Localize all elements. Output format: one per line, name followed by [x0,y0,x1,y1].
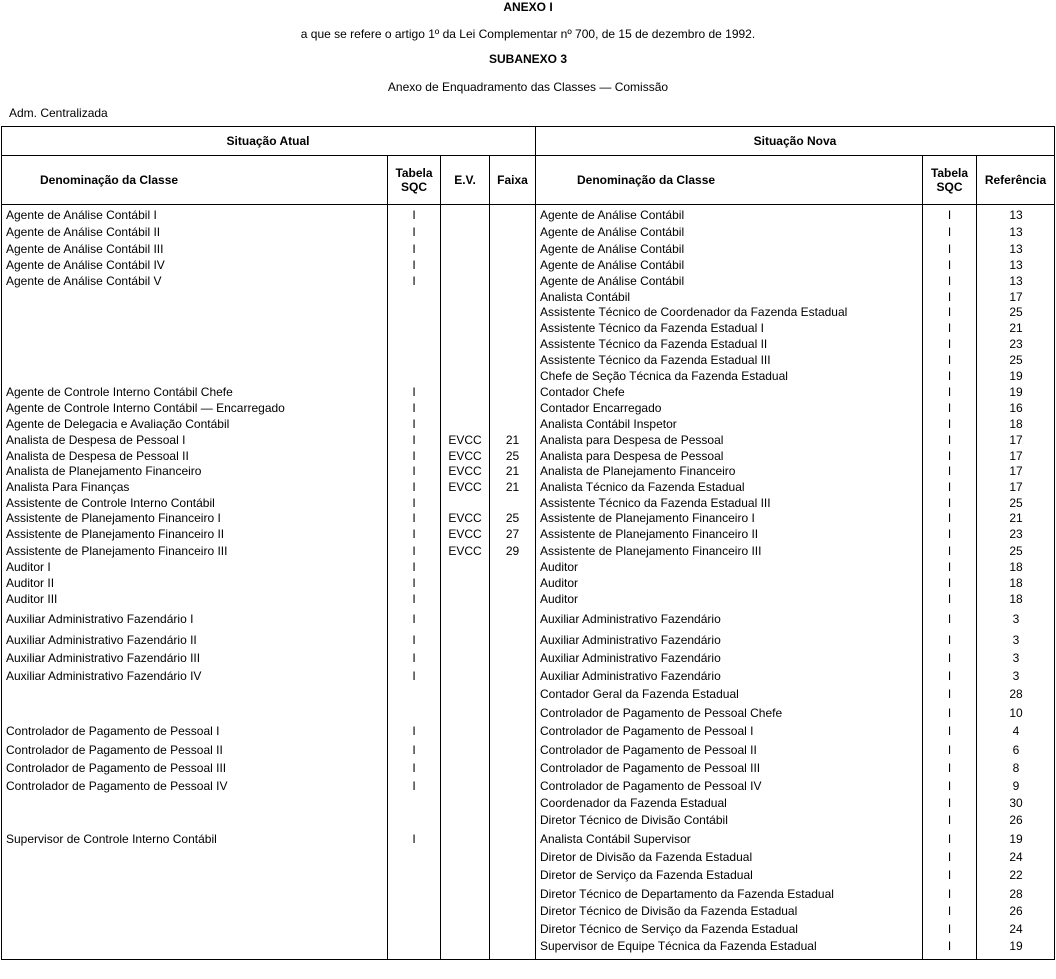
cell-reference: 25 [1009,305,1023,319]
column-header-new-denomination: Denominação da Classe [577,173,716,187]
cell-old-denomination: Controlador de Pagamento de Pessoal II [6,743,223,757]
cell-old-denomination: Assistente de Controle Interno Contábil [6,496,215,510]
cell-old-denomination: Controlador de Pagamento de Pessoal III [6,761,227,775]
cell-new-denomination: Controlador de Pagamento de Pessoal IV [540,779,762,793]
table-row [0,922,1056,937]
cell-reference: 17 [1009,464,1023,478]
cell-new-denomination: Assistente Técnico da Fazenda Estadual III [540,496,771,510]
cell-reference: 23 [1009,527,1023,541]
cell-old-table: I [412,527,416,541]
cell-old-denomination: Agente de Análise Contábil V [6,274,162,288]
cell-new-table: I [947,724,952,738]
cell-old-denomination: Agente de Análise Contábil IV [6,258,165,272]
cell-old-denomination: Controlador de Pagamento de Pessoal IV [6,779,228,793]
cell-old-table: I [412,560,416,574]
cell-new-denomination: Diretor Técnico de Departamento da Fazenda Estadual [540,887,834,901]
cell-reference: 21 [1009,511,1023,525]
cell-old-denomination: Auxiliar Administrativo Fazendário II [6,633,197,647]
cell-new-table: I [947,369,952,383]
table-row [0,385,1056,400]
cell-new-denomination: Auditor [540,592,579,606]
cell-reference: 9 [1012,779,1020,793]
cell-new-table: I [947,612,952,626]
cell-old-denomination: Auditor I [6,560,51,574]
cell-new-denomination: Analista Contábil Supervisor [540,832,691,846]
cell-new-denomination: Contador Chefe [540,385,625,399]
cell-old-table: I [412,511,416,525]
cell-reference: 25 [1009,496,1023,510]
cell-new-denomination: Assistente Técnico de Coordenador da Fazenda Estadual [540,305,848,319]
cell-old-table: I [412,225,416,239]
cell-band: 21 [505,433,520,447]
table-row [0,225,1056,240]
cell-old-denomination: Analista de Planejamento Financeiro [6,464,202,478]
cell-old-denomination: Auxiliar Administrativo Fazendário III [6,651,201,665]
cell-band: 25 [505,511,520,525]
cell-band: 21 [505,480,520,494]
cell-new-denomination: Assistente de Planejamento Financeiro I [540,511,755,525]
table-row [0,813,1056,828]
column-header-reference: Referência [984,173,1047,187]
cell-old-table: I [412,832,416,846]
cell-new-denomination: Supervisor de Equipe Técnica da Fazenda Estadual [540,939,817,953]
table-row [0,669,1056,684]
cell-old-table: I [412,401,416,415]
cell-reference: 3 [1012,669,1020,683]
cell-reference: 4 [1012,724,1020,738]
column-header-new-table [923,166,976,194]
cell-new-denomination: Chefe de Seção Técnica da Fazenda Estadual [540,369,788,383]
cell-new-denomination: Assistente Técnico da Fazenda Estadual I [540,321,764,335]
cell-ev: EVCC [448,511,482,525]
cell-old-denomination: Agente de Análise Contábil II [6,225,161,239]
group-header-current: Situação Atual [226,134,310,148]
cell-ev: EVCC [448,527,482,541]
group-header-new: Situação Nova [753,134,837,148]
cell-new-table: I [947,544,952,558]
cell-new-denomination: Analista para Despesa de Pessoal [540,433,724,447]
cell-old-denomination: Agente de Controle Interno Contábil Chefe [6,385,233,399]
table-row [0,560,1056,575]
cell-old-denomination: Analista de Despesa de Pessoal II [6,449,189,463]
cell-new-denomination: Controlador de Pagamento de Pessoal II [540,743,757,757]
cell-old-denomination: Controlador de Pagamento de Pessoal I [6,724,220,738]
cell-old-denomination: Analista Para Finanças [6,480,130,494]
cell-new-denomination: Analista Contábil Inspetor [540,417,677,431]
cell-old-denomination: Auditor III [6,592,58,606]
cell-reference: 25 [1009,544,1023,558]
cell-ev: EVCC [448,480,482,494]
cell-new-denomination: Assistente Técnico da Fazenda Estadual II [540,337,768,351]
cell-old-denomination: Agente de Análise Contábil III [6,242,164,256]
cell-new-denomination: Contador Geral da Fazenda Estadual [540,687,739,701]
cell-new-table: I [947,939,952,953]
table-row [0,321,1056,336]
cell-new-denomination: Agente de Análise Contábil [540,225,685,239]
cell-new-denomination: Agente de Análise Contábil [540,242,685,256]
column-header-old-table-line2: SQC [400,180,427,194]
cell-reference: 22 [1009,868,1023,882]
column-header-new-table-line2: SQC [936,180,963,194]
cell-reference: 13 [1009,225,1023,239]
cell-new-denomination: Diretor Técnico de Serviço da Fazenda Estadual [540,922,798,936]
cell-new-denomination: Diretor Técnico de Divisão da Fazenda Estadual [540,904,798,918]
cell-reference: 26 [1009,813,1023,827]
cell-old-table: I [412,480,416,494]
column-header-old-table-line1: Tabela [395,166,433,180]
cell-new-denomination: Diretor Técnico de Divisão Contábil [540,813,728,827]
cell-new-table: I [947,305,952,319]
cell-new-table: I [947,761,952,775]
table-row [0,242,1056,257]
cell-new-table: I [947,850,952,864]
cell-reference: 16 [1009,401,1023,415]
cell-old-denomination: Agente de Controle Interno Contábil — Encarregado [6,401,285,415]
table-row [0,592,1056,607]
cell-new-denomination: Auditor [540,576,579,590]
cell-reference: 23 [1009,337,1023,351]
cell-new-table: I [947,480,952,494]
cell-new-table: I [947,687,952,701]
cell-band: 29 [505,544,520,558]
cell-new-table: I [947,433,952,447]
cell-old-table: I [412,743,416,757]
cell-ev: EVCC [448,464,482,478]
cell-old-table: I [412,761,416,775]
cell-new-denomination: Analista para Despesa de Pessoal [540,449,724,463]
table-row [0,868,1056,883]
table-row [0,939,1056,954]
cell-old-denomination: Assistente de Planejamento Financeiro I [6,511,221,525]
table-row [0,850,1056,865]
cell-new-table: I [947,274,952,288]
cell-new-denomination: Agente de Análise Contábil [540,258,685,272]
cell-new-table: I [947,779,952,793]
column-header-band: Faixa [497,173,528,187]
cell-reference: 17 [1009,480,1023,494]
column-header-old-table [388,166,440,194]
table-row [0,369,1056,384]
table-row [0,401,1056,416]
cell-old-denomination: Auxiliar Administrativo Fazendário I [6,612,194,626]
cell-new-denomination: Controlador de Pagamento de Pessoal I [540,724,754,738]
cell-old-denomination: Assistente de Planejamento Financeiro III [6,544,228,558]
cell-reference: 18 [1009,417,1023,431]
cell-new-table: I [947,813,952,827]
cell-reference: 28 [1009,887,1023,901]
cell-new-table: I [947,904,952,918]
table-row [0,544,1056,559]
cell-new-table: I [947,560,952,574]
cell-reference: 3 [1012,633,1020,647]
cell-new-denomination: Assistente Técnico da Fazenda Estadual III [540,353,771,367]
cell-reference: 17 [1009,433,1023,447]
cell-old-table: I [412,449,416,463]
table-row [0,651,1056,666]
table-row [0,687,1056,702]
cell-old-table: I [412,633,416,647]
table-row [0,433,1056,448]
table-row [0,779,1056,794]
annex-title: ANEXO I [503,0,553,14]
cell-reference: 19 [1009,369,1023,383]
table-row [0,887,1056,902]
table-row [0,633,1056,648]
cell-reference: 10 [1009,706,1023,720]
cell-new-denomination: Auxiliar Administrativo Fazendário [540,633,721,647]
table-row [0,761,1056,776]
table-row [0,832,1056,847]
table-row [0,496,1056,511]
cell-ev: EVCC [448,544,482,558]
cell-old-denomination: Analista de Despesa de Pessoal I [6,433,186,447]
cell-reference: 13 [1009,274,1023,288]
column-header-old-denomination: Denominação da Classe [40,173,179,187]
cell-old-table: I [412,544,416,558]
cell-new-table: I [947,417,952,431]
cell-band: 25 [505,449,520,463]
cell-old-table: I [412,779,416,793]
cell-old-table: I [412,385,416,399]
cell-band: 21 [505,464,520,478]
cell-new-table: I [947,743,952,757]
cell-old-table: I [412,612,416,626]
cell-new-table: I [947,496,952,510]
column-header-new-table-line1: Tabela [930,166,969,180]
cell-old-denomination: Auditor II [6,576,55,590]
cell-reference: 19 [1009,385,1023,399]
cell-new-table: I [947,651,952,665]
cell-new-denomination: Auxiliar Administrativo Fazendário [540,651,721,665]
cell-reference: 19 [1009,939,1023,953]
table-row [0,337,1056,352]
cell-old-table: I [412,576,416,590]
table-row [0,724,1056,739]
table-row [0,353,1056,368]
cell-old-table: I [412,433,416,447]
cell-old-denomination: Assistente de Planejamento Financeiro II [6,527,225,541]
cell-reference: 18 [1009,576,1023,590]
table-row [0,904,1056,919]
cell-old-table: I [412,651,416,665]
cell-new-denomination: Agente de Análise Contábil [540,208,685,222]
section-label: Adm. Centralizada [9,106,108,120]
cell-new-table: I [947,353,952,367]
cell-old-denomination: Supervisor de Controle Interno Contábil [6,832,217,846]
cell-new-table: I [947,258,952,272]
cell-new-table: I [947,449,952,463]
cell-reference: 24 [1009,850,1023,864]
cell-reference: 18 [1009,592,1023,606]
cell-reference: 17 [1009,290,1023,304]
cell-new-denomination: Auditor [540,560,579,574]
cell-reference: 30 [1009,796,1023,810]
table-row [0,527,1056,542]
table-row [0,258,1056,273]
table-row [0,511,1056,526]
cell-new-denomination: Assistente de Planejamento Financeiro III [540,544,762,558]
table-row [0,464,1056,479]
cell-new-table: I [947,796,952,810]
cell-old-denomination: Agente de Análise Contábil I [6,208,157,222]
cell-ev: EVCC [448,449,482,463]
cell-band: 27 [505,527,520,541]
cell-new-table: I [947,208,952,222]
subannex-title: SUBANEXO 3 [488,52,568,66]
cell-reference: 28 [1009,687,1023,701]
cell-new-denomination: Analista de Planejamento Financeiro [540,464,736,478]
cell-new-denomination: Diretor de Serviço da Fazenda Estadual [540,868,753,882]
cell-new-table: I [947,464,952,478]
cell-reference: 6 [1012,743,1020,757]
cell-new-table: I [947,290,952,304]
cell-old-table: I [412,242,416,256]
cell-new-denomination: Coordenador da Fazenda Estadual [540,796,727,810]
cell-new-denomination: Agente de Análise Contábil [540,274,685,288]
cell-new-table: I [947,592,952,606]
cell-reference: 19 [1009,832,1023,846]
cell-new-table: I [947,321,952,335]
cell-new-table: I [947,633,952,647]
cell-new-denomination: Analista Contábil [540,290,631,304]
cell-reference: 13 [1009,242,1023,256]
cell-new-table: I [947,242,952,256]
cell-ev: EVCC [448,433,482,447]
cell-new-table: I [947,887,952,901]
cell-reference: 13 [1009,258,1023,272]
cell-new-denomination: Auxiliar Administrativo Fazendário [540,612,721,626]
cell-reference: 21 [1009,321,1023,335]
column-header-ev: E.V. [454,173,476,187]
cell-reference: 24 [1009,922,1023,936]
cell-old-table: I [412,258,416,272]
table-row [0,274,1056,289]
table-row [0,612,1056,627]
cell-new-denomination: Contador Encarregado [540,401,662,415]
cell-new-denomination: Diretor de Divisão da Fazenda Estadual [540,850,753,864]
cell-new-table: I [947,669,952,683]
cell-new-table: I [947,337,952,351]
cell-old-table: I [412,274,416,288]
cell-reference: 13 [1009,208,1023,222]
annex-subtitle: a que se refere o artigo 1º da Lei Complementar nº 700, de 15 de dezembro de 1992. [300,27,756,41]
cell-new-denomination: Controlador de Pagamento de Pessoal III [540,761,761,775]
cell-new-table: I [947,225,952,239]
cell-old-table: I [412,464,416,478]
table-row [0,796,1056,811]
cell-new-table: I [947,401,952,415]
cell-new-denomination: Analista Técnico da Fazenda Estadual [540,480,745,494]
table-row [0,417,1056,432]
table-row [0,706,1056,721]
cell-new-denomination: Auxiliar Administrativo Fazendário [540,669,721,683]
cell-new-table: I [947,868,952,882]
cell-reference: 18 [1009,560,1023,574]
cell-reference: 17 [1009,449,1023,463]
cell-new-table: I [947,527,952,541]
annex-description: Anexo de Enquadramento das Classes — Comissão [387,80,669,94]
cell-reference: 26 [1009,904,1023,918]
cell-new-table: I [947,576,952,590]
cell-old-table: I [412,669,416,683]
cell-reference: 8 [1012,761,1020,775]
table-row [0,576,1056,591]
cell-reference: 3 [1012,651,1020,665]
cell-new-table: I [947,922,952,936]
cell-new-table: I [947,385,952,399]
cell-old-table: I [412,496,416,510]
cell-new-table: I [947,511,952,525]
cell-new-denomination: Assistente de Planejamento Financeiro II [540,527,759,541]
table-row [0,449,1056,464]
cell-new-table: I [947,706,952,720]
cell-reference: 3 [1012,612,1020,626]
cell-reference: 25 [1009,353,1023,367]
cell-old-denomination: Agente de Delegacia e Avaliação Contábil [6,417,230,431]
cell-new-denomination: Controlador de Pagamento de Pessoal Chefe [540,706,783,720]
table-row [0,305,1056,320]
table-row [0,743,1056,758]
table-row [0,208,1056,223]
cell-old-denomination: Auxiliar Administrativo Fazendário IV [6,669,202,683]
cell-old-table: I [412,724,416,738]
cell-old-table: I [412,592,416,606]
cell-old-table: I [412,417,416,431]
cell-old-table: I [412,208,416,222]
table-row [0,290,1056,305]
table-row [0,480,1056,495]
cell-new-table: I [947,832,952,846]
